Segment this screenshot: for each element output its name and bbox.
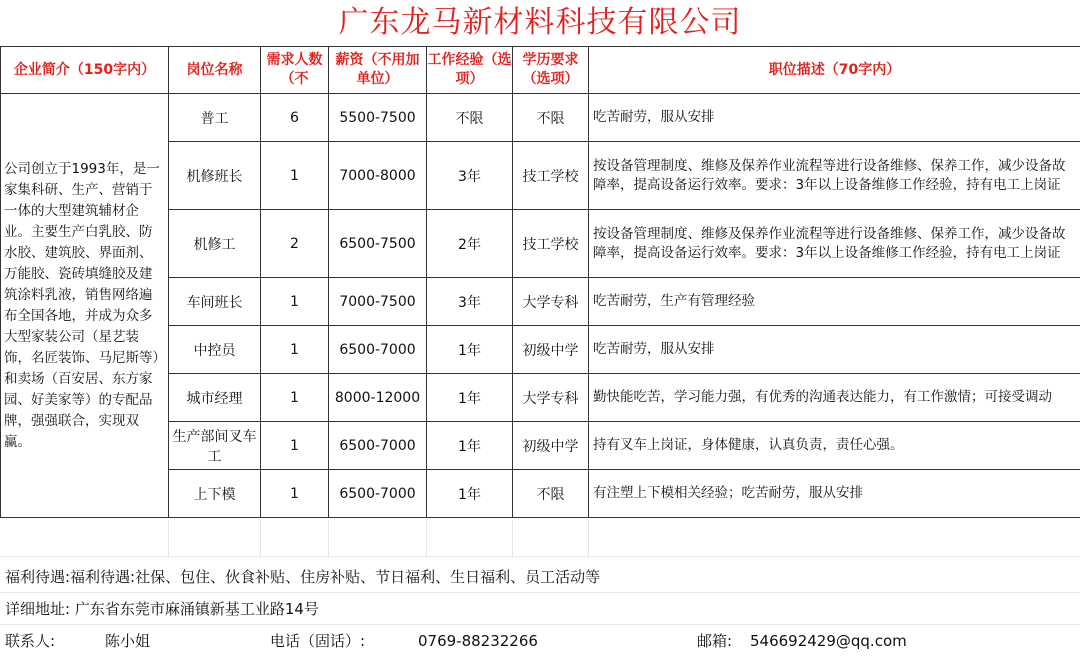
- job-name: 车间班长: [169, 278, 261, 326]
- header-description: 职位描述（70字内）: [589, 47, 1080, 94]
- job-table: [0, 46, 1080, 518]
- table-header-row: [1, 47, 1080, 94]
- table-row: [1, 94, 1080, 142]
- job-salary: 6500-7000: [329, 470, 427, 518]
- divider: [0, 556, 1080, 557]
- job-desc: 按设备管理制度、维修及保养作业流程等进行设备维修、保养工作，减少设备故障率，提高设备运行效率。要求：3年以上设备维修工作经验，持有电工上岗证: [589, 210, 1080, 278]
- job-salary: 6500-7000: [329, 326, 427, 374]
- divider: [0, 624, 1080, 625]
- header-education: 学历要求（选项）: [513, 47, 589, 94]
- job-experience: 3年: [427, 142, 513, 210]
- job-name: 机修工: [169, 210, 261, 278]
- job-name: 生产部间叉车工: [169, 422, 261, 470]
- job-desc: 吃苦耐劳，服从安排: [589, 94, 1080, 142]
- job-desc: 按设备管理制度、维修及保养作业流程等进行设备维修、保养工作，减少设备故障率，提高设备运行效率。要求：3年以上设备维修工作经验，持有电工上岗证: [589, 142, 1080, 210]
- header-intro: 企业简介（150字内）: [1, 47, 169, 94]
- job-name: 中控员: [169, 326, 261, 374]
- address-text: 详细地址: 广东省东莞市麻涌镇新基工业路14号: [5, 600, 319, 618]
- job-name: 机修班长: [169, 142, 261, 210]
- job-desc: 持有叉车上岗证，身体健康，认真负责，责任心强。: [589, 422, 1080, 470]
- header-experience: 工作经验（选项）: [427, 47, 513, 94]
- job-name: 城市经理: [169, 374, 261, 422]
- job-count: 1: [261, 278, 329, 326]
- header-count: 需求人数（不: [261, 47, 329, 94]
- job-salary: 6500-7000: [329, 422, 427, 470]
- job-experience: 1年: [427, 422, 513, 470]
- job-education: 大学专科: [513, 278, 589, 326]
- header-salary: 薪资（不用加单位）: [329, 47, 427, 94]
- email-address: 546692429@qq.com: [750, 632, 907, 650]
- job-salary: 5500-7500: [329, 94, 427, 142]
- job-count: 2: [261, 210, 329, 278]
- job-experience: 不限: [427, 94, 513, 142]
- job-salary: 7000-7500: [329, 278, 427, 326]
- job-education: 初级中学: [513, 326, 589, 374]
- job-count: 1: [261, 422, 329, 470]
- job-education: 不限: [513, 470, 589, 518]
- job-name: 上下模: [169, 470, 261, 518]
- phone-label: 电话（固话）:: [270, 632, 366, 650]
- divider: [0, 592, 1080, 593]
- job-education: 不限: [513, 94, 589, 142]
- email-label: 邮箱:: [697, 632, 733, 650]
- job-count: 1: [261, 142, 329, 210]
- benefits-text: 福利待遇:福利待遇:社保、包住、伙食补贴、住房补贴、节日福利、生日福利、员工活动等: [5, 568, 601, 586]
- phone-number: 0769-88232266: [418, 632, 538, 650]
- job-experience: 3年: [427, 278, 513, 326]
- job-desc: 勤快能吃苦，学习能力强，有优秀的沟通表达能力，有工作激情；可接受调动: [589, 374, 1080, 422]
- contact-name: 陈小姐: [105, 632, 151, 650]
- job-count: 6: [261, 94, 329, 142]
- job-desc: 有注塑上下模相关经验；吃苦耐劳，服从安排: [589, 470, 1080, 518]
- job-experience: 2年: [427, 210, 513, 278]
- job-education: 大学专科: [513, 374, 589, 422]
- job-experience: 1年: [427, 470, 513, 518]
- job-desc: 吃苦耐劳，生产有管理经验: [589, 278, 1080, 326]
- job-count: 1: [261, 470, 329, 518]
- job-education: 初级中学: [513, 422, 589, 470]
- job-count: 1: [261, 326, 329, 374]
- job-count: 1: [261, 374, 329, 422]
- job-salary: 7000-8000: [329, 142, 427, 210]
- job-desc: 吃苦耐劳，服从安排: [589, 326, 1080, 374]
- job-education: 技工学校: [513, 210, 589, 278]
- empty-row-strip: [0, 520, 1080, 556]
- company-intro: 公司创立于1993年，是一家集科研、生产、营销于一体的大型建筑辅材企业。主要生产白乳胶、防水胶、建筑胶、界面剂、万能胶、瓷砖填缝胶及建筑涂料乳液，销售网络遍布全国各地，并成为众多大型家装公司（星艺装饰，名匠装饰、马尼斯等）和卖场（百安居、东方家园、好美家等）的专配品牌，强强联合，实现双赢。: [1, 94, 169, 518]
- company-title: 广东龙马新材料科技有限公司: [338, 5, 742, 40]
- job-name: 普工: [169, 94, 261, 142]
- job-salary: 8000-12000: [329, 374, 427, 422]
- job-education: 技工学校: [513, 142, 589, 210]
- job-experience: 1年: [427, 326, 513, 374]
- job-experience: 1年: [427, 374, 513, 422]
- header-position: 岗位名称: [169, 47, 261, 94]
- contact-line: [0, 630, 1080, 654]
- job-salary: 6500-7500: [329, 210, 427, 278]
- contact-label: 联系人:: [5, 632, 56, 650]
